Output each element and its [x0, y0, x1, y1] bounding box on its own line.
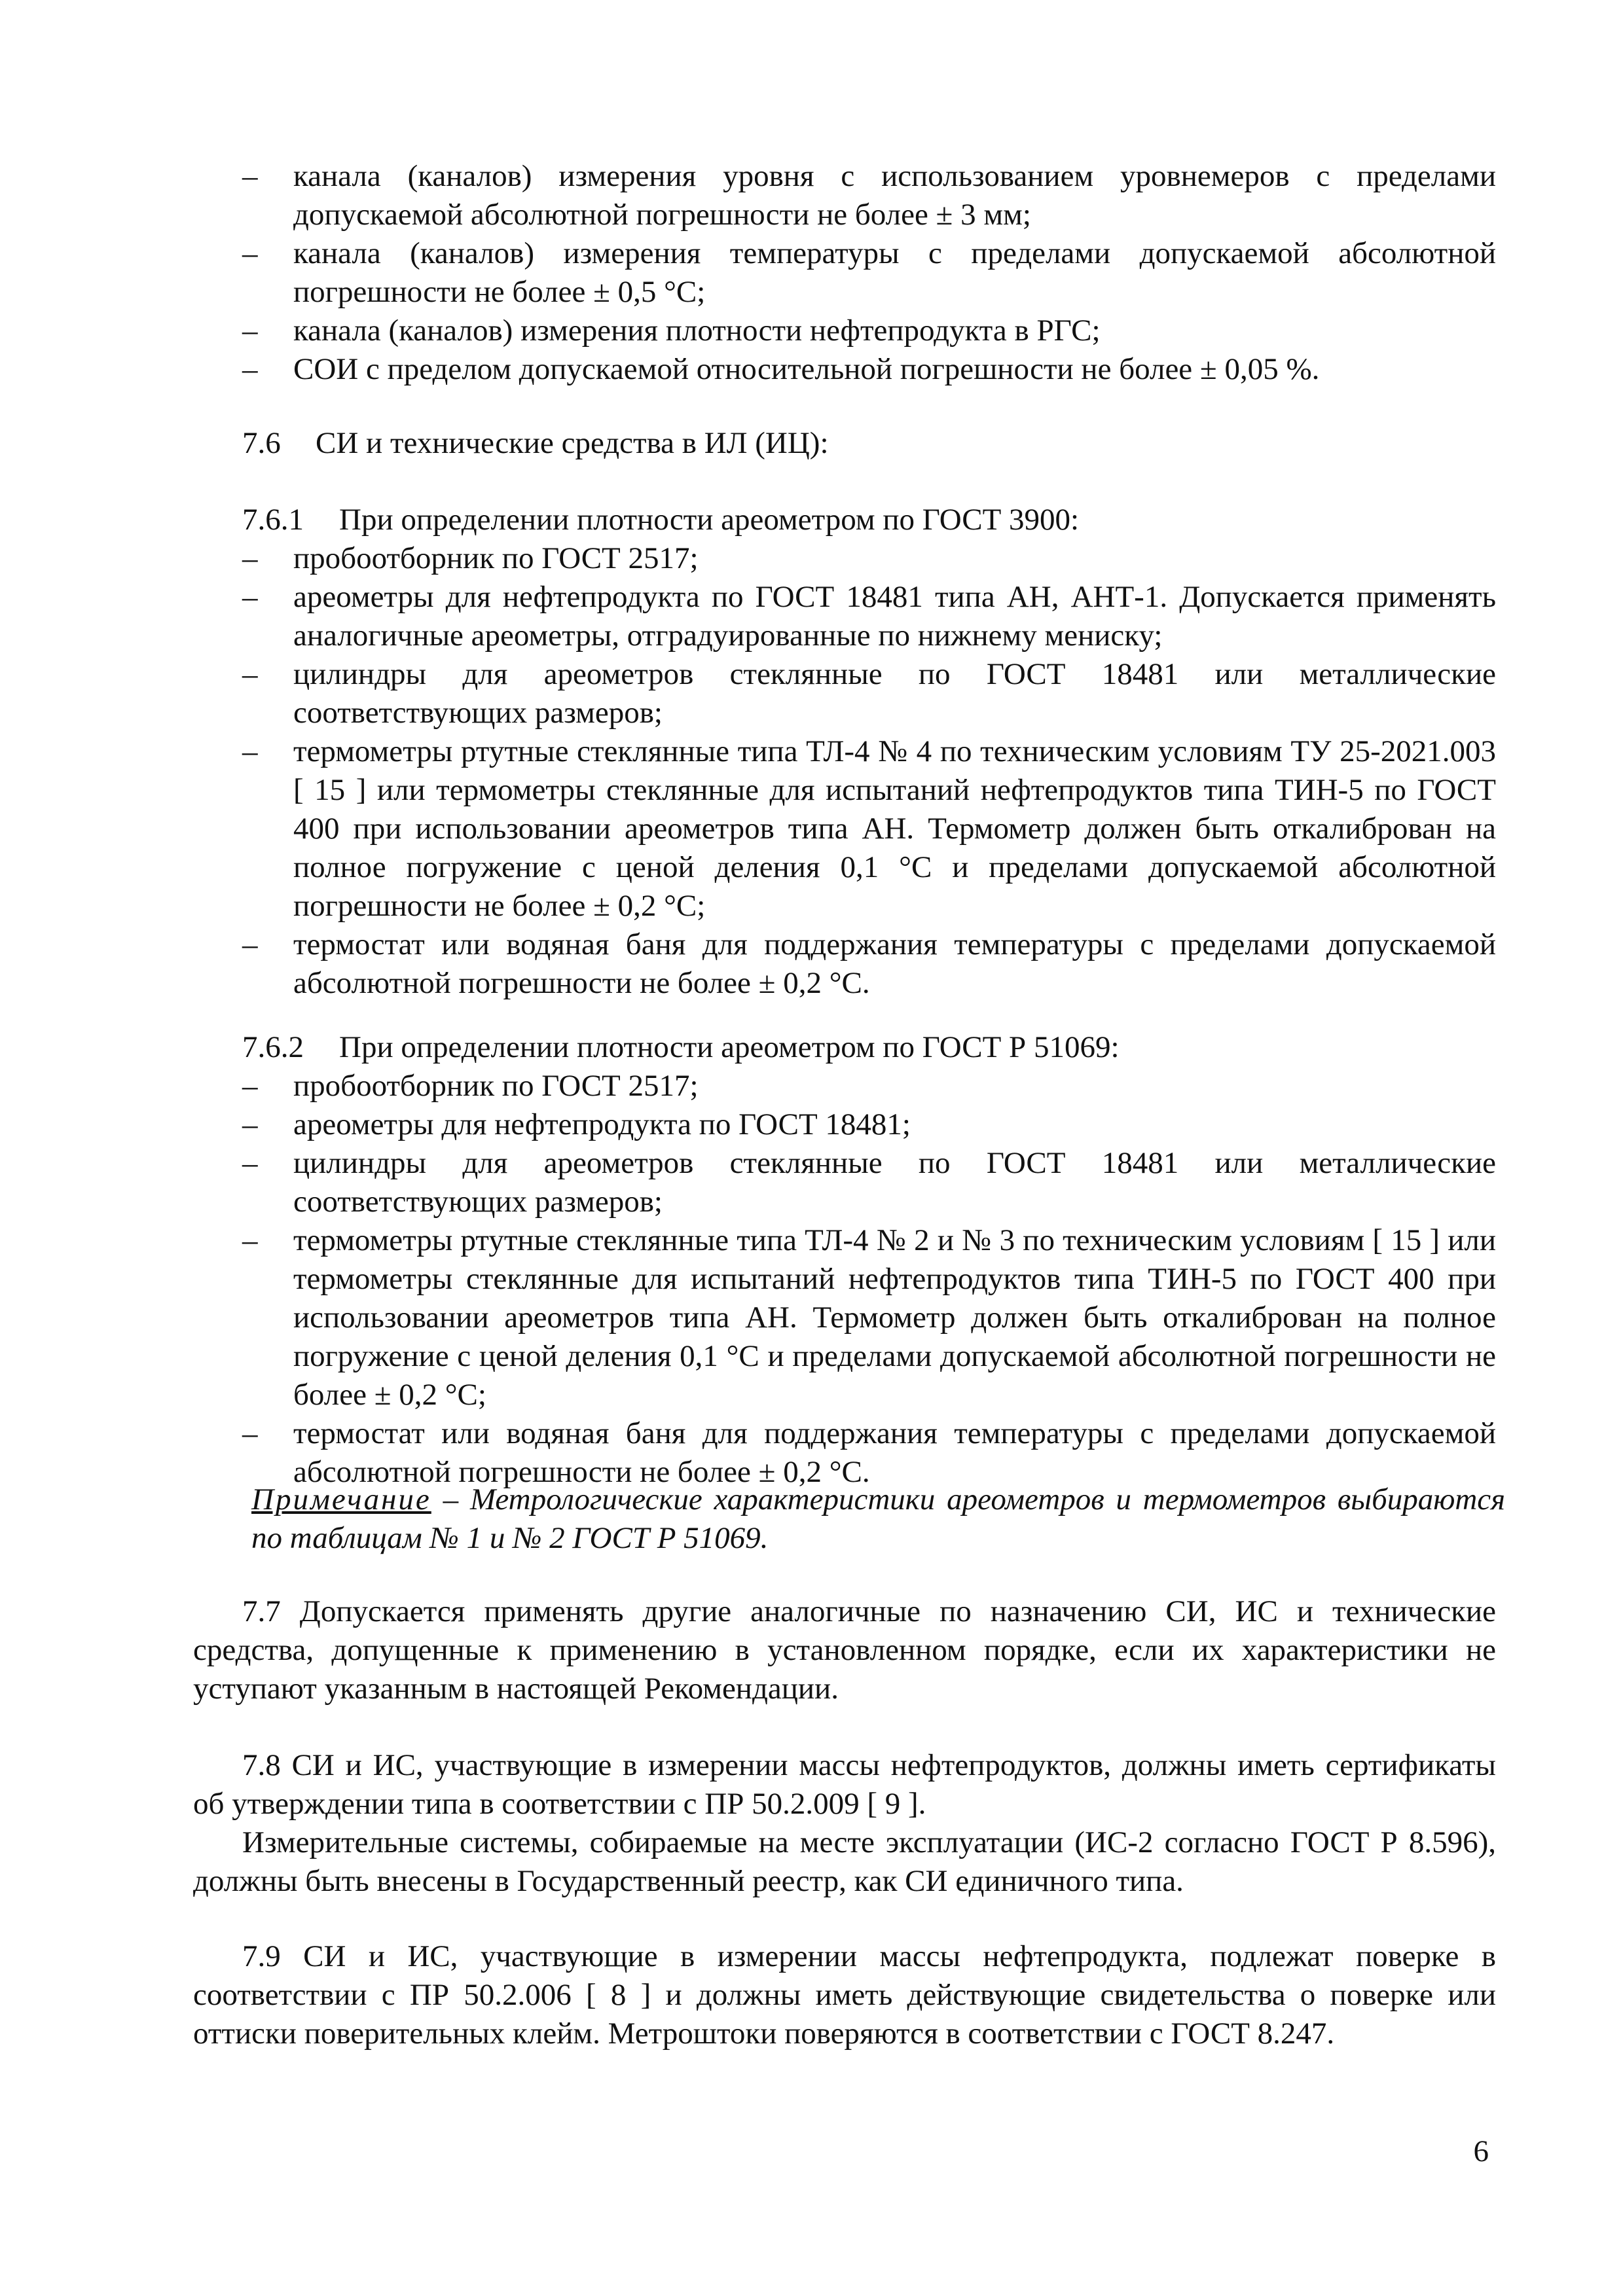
dash-marker: –: [242, 657, 258, 691]
dash-marker: –: [242, 580, 258, 614]
section-heading-7-6-2: [242, 1028, 1496, 1067]
list-item: – СОИ с пределом допускаемой относительной погрешности не более ± 0,05 %.: [242, 350, 1496, 389]
section-title: СИ и технические средства в ИЛ (ИЦ):: [316, 426, 829, 460]
list-item: – цилиндры для ареометров стеклянные по ГОСТ 18481 или металлические соответствующих размеров;: [242, 655, 1496, 732]
dash-marker: –: [242, 1146, 258, 1180]
paragraph-7-8-systems: Измерительные системы, собираемые на месте эксплуатации (ИС-2 согласно ГОСТ Р 8.596), должны быть внесены в Государственный реестр, как СИ единичного типа.: [193, 1825, 1496, 1898]
dash-marker: –: [242, 1069, 258, 1103]
dash-marker: –: [242, 1223, 258, 1257]
list-7-6-2: [242, 1067, 1496, 1492]
list-item: – термостат или водяная баня для поддержания температуры с пределами допускаемой абсолютной погрешности не более ± 0,2 °С.: [242, 925, 1496, 1003]
list-item: – термостат или водяная баня для поддержания температуры с пределами допускаемой абсолютной погрешности не более ± 0,2 °С.: [242, 1414, 1496, 1492]
note-label: Примечание: [251, 1482, 431, 1516]
section-heading-7-6-1: [242, 501, 1496, 539]
paragraph-7-9: 7.9 СИ и ИС, участвующие в измерении массы нефтепродукта, подлежат поверке в соответствии с ПР 50.2.006 [ 8 ] и должны иметь действующие свидетельства о поверке или оттиски поверительных клейм. Метроштоки поверяются в соответствии с ГОСТ 8.247.: [193, 1939, 1496, 2051]
list-item: – канала (каналов) измерения уровня с использованием уровнемеров с пределами допускаемой абсолютной погрешности не более ± 3 мм;: [242, 157, 1496, 234]
paragraph-7-7: 7.7 Допускается применять другие аналогичные по назначению СИ, ИС и технические средства, допущенные к применению в установленном порядке, если их характеристики не уступают указанным в настоящей Рекомендации.: [193, 1594, 1496, 1706]
dash-marker: –: [242, 314, 258, 348]
list-item: – канала (каналов) измерения плотности нефтепродукта в РГС;: [242, 312, 1496, 350]
list-item: – пробоотборник по ГОСТ 2517;: [242, 1067, 1496, 1105]
dash-marker: –: [242, 352, 258, 386]
dash-marker: –: [242, 1107, 258, 1141]
dash-marker: –: [242, 734, 258, 768]
paragraph-7-8: 7.8 СИ и ИС, участвующие в измерении массы нефтепродуктов, должны иметь сертификаты об утверждении типа в соответствии с ПР 50.2.009 [ 9 ].: [193, 1748, 1496, 1821]
list-item: – цилиндры для ареометров стеклянные по ГОСТ 18481 или металлические соответствующих размеров;: [242, 1144, 1496, 1221]
note: [251, 1480, 1505, 1558]
dash-marker: –: [242, 927, 258, 961]
dash-marker: –: [242, 236, 258, 270]
list-item: – пробоотборник по ГОСТ 2517;: [242, 539, 1496, 578]
dash-marker: –: [242, 159, 258, 193]
intro-list: [242, 157, 1496, 389]
list-item: – ареометры для нефтепродукта по ГОСТ 18481 типа АН, АНТ-1. Допускается применять аналогичные ареометры, отградуированные по нижнему мениску;: [242, 578, 1496, 655]
section-title: При определении плотности ареометром по ГОСТ 3900:: [339, 503, 1080, 537]
section-number: 7.6.2: [242, 1030, 304, 1064]
note-text: – Метрологические характеристики ареометров и термометров выбираются по таблицам № 1 и № 2 ГОСТ Р 51069.: [251, 1482, 1505, 1555]
list-item: – ареометры для нефтепродукта по ГОСТ 18481;: [242, 1105, 1496, 1144]
section-number: 7.6: [242, 426, 281, 460]
list-item: – термометры ртутные стеклянные типа ТЛ-4 № 2 и № 3 по техническим условиям [ 15 ] или термометры стеклянные для испытаний нефтепродуктов типа ТИН-5 по ГОСТ 400 при использовании ареометров типа АН. Термометр должен быть откалиброван на полное погружение с ценой деления 0,1 °С и пределами допускаемой абсолютной погрешности не более ± 0,2 °С;: [242, 1221, 1496, 1414]
section-number: 7.6.1: [242, 503, 304, 537]
list-item: – канала (каналов) измерения температуры с пределами допускаемой абсолютной погрешности не более ± 0,5 °С;: [242, 234, 1496, 312]
list-7-6-1: [242, 539, 1496, 1003]
dash-marker: –: [242, 1416, 258, 1450]
list-item: – термометры ртутные стеклянные типа ТЛ-4 № 4 по техническим условиям ТУ 25-2021.003 [ 15 ] или термометры стеклянные для испытаний нефтепродуктов типа ТИН-5 по ГОСТ 400 при использовании ареометров типа АН. Термометр должен быть откалиброван на полное погружение с ценой деления 0,1 °С и пределами допускаемой абсолютной погрешности не более ± 0,2 °С;: [242, 732, 1496, 925]
dash-marker: –: [242, 541, 258, 575]
section-heading-7-6: [242, 424, 1496, 463]
section-title: При определении плотности ареометром по ГОСТ Р 51069:: [339, 1030, 1120, 1064]
page-number: 6: [1473, 2134, 1489, 2168]
